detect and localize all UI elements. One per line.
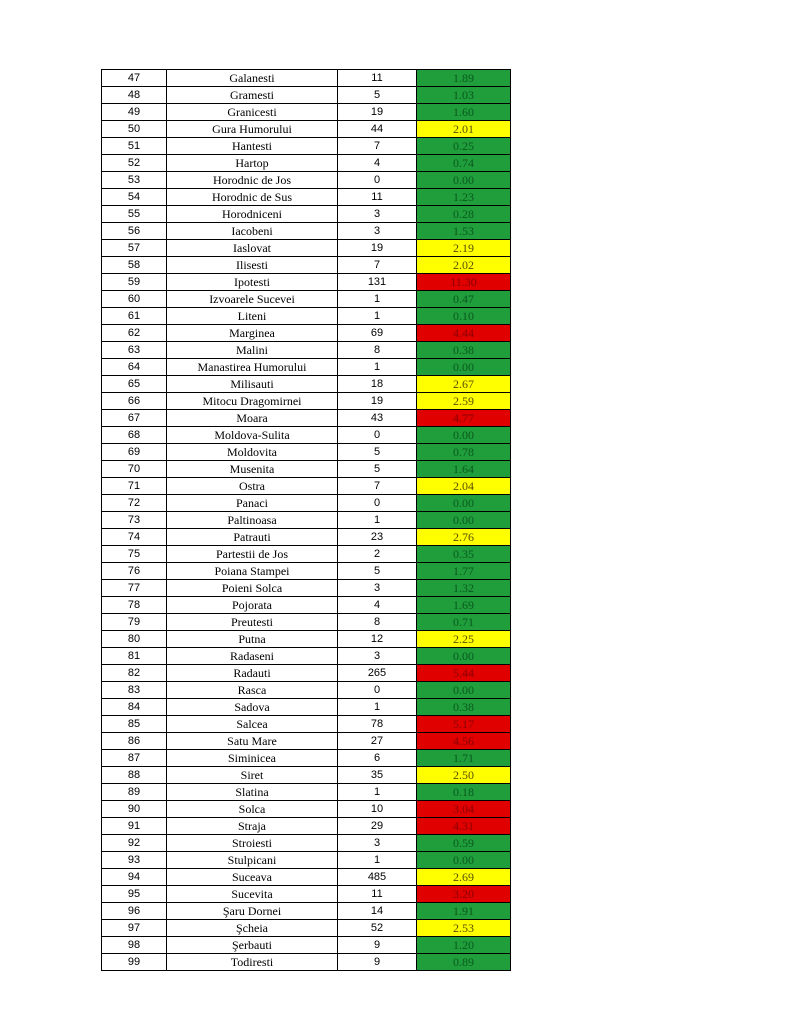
table-row [102, 87, 511, 104]
table-row [102, 291, 511, 308]
incidence-rate-cell: 0.47 [417, 291, 511, 308]
row-number-cell: 88 [102, 767, 167, 784]
case-count-cell: 7 [338, 138, 417, 155]
incidence-rate-cell: 1.71 [417, 750, 511, 767]
row-number-cell: 87 [102, 750, 167, 767]
table-row [102, 189, 511, 206]
incidence-rate-cell: 4.44 [417, 325, 511, 342]
case-count-cell: 2 [338, 546, 417, 563]
row-number-cell: 63 [102, 342, 167, 359]
row-number-cell: 96 [102, 903, 167, 920]
locality-name-cell: Gura Humorului [167, 121, 338, 138]
incidence-rate-cell: 0.00 [417, 172, 511, 189]
incidence-rate-cell: 2.67 [417, 376, 511, 393]
row-number-cell: 62 [102, 325, 167, 342]
table-row [102, 325, 511, 342]
case-count-cell: 23 [338, 529, 417, 546]
table-row [102, 920, 511, 937]
locality-name-cell: Stroiesti [167, 835, 338, 852]
incidence-rate-cell: 5.44 [417, 665, 511, 682]
locality-name-cell: Poiana Stampei [167, 563, 338, 580]
row-number-cell: 83 [102, 682, 167, 699]
incidence-rate-cell: 1.89 [417, 70, 511, 87]
case-count-cell: 5 [338, 87, 417, 104]
locality-name-cell: Solca [167, 801, 338, 818]
locality-name-cell: Patrauti [167, 529, 338, 546]
table-row [102, 70, 511, 87]
incidence-rate-cell: 0.10 [417, 308, 511, 325]
table-row [102, 512, 511, 529]
case-count-cell: 6 [338, 750, 417, 767]
locality-name-cell: Manastirea Humorului [167, 359, 338, 376]
row-number-cell: 92 [102, 835, 167, 852]
locality-name-cell: Pojorata [167, 597, 338, 614]
incidence-rate-cell: 1.23 [417, 189, 511, 206]
row-number-cell: 59 [102, 274, 167, 291]
row-number-cell: 47 [102, 70, 167, 87]
row-number-cell: 66 [102, 393, 167, 410]
table-row [102, 886, 511, 903]
table-row [102, 546, 511, 563]
locality-name-cell: Todiresti [167, 954, 338, 971]
row-number-cell: 76 [102, 563, 167, 580]
case-count-cell: 1 [338, 784, 417, 801]
case-count-cell: 18 [338, 376, 417, 393]
table-row [102, 461, 511, 478]
table-row [102, 801, 511, 818]
case-count-cell: 11 [338, 70, 417, 87]
row-number-cell: 78 [102, 597, 167, 614]
incidence-rate-cell: 0.18 [417, 784, 511, 801]
case-count-cell: 78 [338, 716, 417, 733]
locality-name-cell: Poieni Solca [167, 580, 338, 597]
case-count-cell: 11 [338, 886, 417, 903]
case-count-cell: 0 [338, 172, 417, 189]
locality-name-cell: Horodniceni [167, 206, 338, 223]
case-count-cell: 265 [338, 665, 417, 682]
locality-name-cell: Şcheia [167, 920, 338, 937]
incidence-rate-cell: 0.38 [417, 699, 511, 716]
locality-name-cell: Suceava [167, 869, 338, 886]
table-row [102, 733, 511, 750]
table-row [102, 665, 511, 682]
locality-name-cell: Moldovita [167, 444, 338, 461]
table-row [102, 529, 511, 546]
case-count-cell: 0 [338, 495, 417, 512]
incidence-rate-cell: 0.78 [417, 444, 511, 461]
locality-name-cell: Preutesti [167, 614, 338, 631]
incidence-rate-cell: 1.20 [417, 937, 511, 954]
table-row [102, 869, 511, 886]
table-row [102, 716, 511, 733]
locality-name-cell: Ostra [167, 478, 338, 495]
row-number-cell: 97 [102, 920, 167, 937]
case-count-cell: 69 [338, 325, 417, 342]
case-count-cell: 52 [338, 920, 417, 937]
case-count-cell: 10 [338, 801, 417, 818]
table-row [102, 478, 511, 495]
incidence-rate-cell: 2.59 [417, 393, 511, 410]
row-number-cell: 85 [102, 716, 167, 733]
row-number-cell: 93 [102, 852, 167, 869]
locality-name-cell: Rasca [167, 682, 338, 699]
incidence-rate-cell: 0.00 [417, 852, 511, 869]
locality-name-cell: Şaru Dornei [167, 903, 338, 920]
row-number-cell: 98 [102, 937, 167, 954]
case-count-cell: 7 [338, 478, 417, 495]
row-number-cell: 90 [102, 801, 167, 818]
incidence-rate-cell: 0.00 [417, 648, 511, 665]
table-row [102, 427, 511, 444]
locality-name-cell: Iacobeni [167, 223, 338, 240]
table-row [102, 376, 511, 393]
case-count-cell: 1 [338, 512, 417, 529]
table-row [102, 767, 511, 784]
table-row [102, 104, 511, 121]
table-row [102, 954, 511, 971]
incidence-rate-cell: 2.50 [417, 767, 511, 784]
row-number-cell: 86 [102, 733, 167, 750]
incidence-table [101, 69, 511, 971]
locality-name-cell: Musenita [167, 461, 338, 478]
locality-name-cell: Moara [167, 410, 338, 427]
incidence-rate-cell: 0.71 [417, 614, 511, 631]
incidence-rate-cell: 1.32 [417, 580, 511, 597]
row-number-cell: 81 [102, 648, 167, 665]
case-count-cell: 44 [338, 121, 417, 138]
table-row [102, 138, 511, 155]
locality-name-cell: Malini [167, 342, 338, 359]
table-row [102, 818, 511, 835]
incidence-rate-cell: 0.25 [417, 138, 511, 155]
locality-name-cell: Hartop [167, 155, 338, 172]
incidence-rate-cell: 11.30 [417, 274, 511, 291]
row-number-cell: 53 [102, 172, 167, 189]
incidence-rate-cell: 0.00 [417, 682, 511, 699]
table-row [102, 410, 511, 427]
row-number-cell: 65 [102, 376, 167, 393]
locality-name-cell: Satu Mare [167, 733, 338, 750]
table-row [102, 240, 511, 257]
row-number-cell: 74 [102, 529, 167, 546]
locality-name-cell: Gramesti [167, 87, 338, 104]
table-row [102, 699, 511, 716]
case-count-cell: 3 [338, 648, 417, 665]
table-row [102, 342, 511, 359]
locality-name-cell: Siret [167, 767, 338, 784]
table-row [102, 614, 511, 631]
case-count-cell: 27 [338, 733, 417, 750]
incidence-rate-cell: 2.02 [417, 257, 511, 274]
incidence-rate-cell: 5.17 [417, 716, 511, 733]
row-number-cell: 49 [102, 104, 167, 121]
locality-name-cell: Mitocu Dragomirnei [167, 393, 338, 410]
row-number-cell: 48 [102, 87, 167, 104]
incidence-rate-cell: 4.77 [417, 410, 511, 427]
case-count-cell: 19 [338, 240, 417, 257]
case-count-cell: 19 [338, 104, 417, 121]
incidence-rate-cell: 2.19 [417, 240, 511, 257]
table-row [102, 852, 511, 869]
row-number-cell: 55 [102, 206, 167, 223]
locality-name-cell: Straja [167, 818, 338, 835]
incidence-rate-cell: 2.25 [417, 631, 511, 648]
locality-name-cell: Panaci [167, 495, 338, 512]
table-row [102, 682, 511, 699]
row-number-cell: 52 [102, 155, 167, 172]
table-body [102, 70, 511, 971]
row-number-cell: 80 [102, 631, 167, 648]
table-row [102, 563, 511, 580]
table-row [102, 937, 511, 954]
row-number-cell: 57 [102, 240, 167, 257]
case-count-cell: 0 [338, 427, 417, 444]
locality-name-cell: Galanesti [167, 70, 338, 87]
case-count-cell: 9 [338, 937, 417, 954]
row-number-cell: 61 [102, 308, 167, 325]
case-count-cell: 1 [338, 308, 417, 325]
locality-name-cell: Granicesti [167, 104, 338, 121]
incidence-rate-cell: 0.00 [417, 427, 511, 444]
locality-name-cell: Iaslovat [167, 240, 338, 257]
row-number-cell: 79 [102, 614, 167, 631]
case-count-cell: 29 [338, 818, 417, 835]
case-count-cell: 1 [338, 291, 417, 308]
case-count-cell: 1 [338, 852, 417, 869]
locality-name-cell: Slatina [167, 784, 338, 801]
incidence-rate-cell: 1.91 [417, 903, 511, 920]
row-number-cell: 84 [102, 699, 167, 716]
incidence-rate-cell: 0.38 [417, 342, 511, 359]
incidence-rate-cell: 1.03 [417, 87, 511, 104]
table-row [102, 274, 511, 291]
row-number-cell: 94 [102, 869, 167, 886]
locality-name-cell: Horodnic de Sus [167, 189, 338, 206]
incidence-rate-cell: 0.00 [417, 512, 511, 529]
case-count-cell: 11 [338, 189, 417, 206]
row-number-cell: 91 [102, 818, 167, 835]
row-number-cell: 95 [102, 886, 167, 903]
locality-name-cell: Sadova [167, 699, 338, 716]
case-count-cell: 3 [338, 206, 417, 223]
case-count-cell: 8 [338, 342, 417, 359]
row-number-cell: 67 [102, 410, 167, 427]
case-count-cell: 14 [338, 903, 417, 920]
locality-name-cell: Horodnic de Jos [167, 172, 338, 189]
locality-name-cell: Stulpicani [167, 852, 338, 869]
incidence-rate-cell: 0.28 [417, 206, 511, 223]
incidence-rate-cell: 2.69 [417, 869, 511, 886]
incidence-rate-cell: 4.31 [417, 818, 511, 835]
row-number-cell: 75 [102, 546, 167, 563]
case-count-cell: 35 [338, 767, 417, 784]
row-number-cell: 51 [102, 138, 167, 155]
incidence-rate-cell: 1.69 [417, 597, 511, 614]
locality-name-cell: Şerbauti [167, 937, 338, 954]
row-number-cell: 99 [102, 954, 167, 971]
row-number-cell: 56 [102, 223, 167, 240]
row-number-cell: 60 [102, 291, 167, 308]
table-row [102, 308, 511, 325]
table-row [102, 580, 511, 597]
case-count-cell: 8 [338, 614, 417, 631]
incidence-rate-cell: 1.53 [417, 223, 511, 240]
table-row [102, 903, 511, 920]
locality-name-cell: Liteni [167, 308, 338, 325]
case-count-cell: 131 [338, 274, 417, 291]
case-count-cell: 0 [338, 682, 417, 699]
case-count-cell: 4 [338, 155, 417, 172]
incidence-rate-cell: 0.00 [417, 359, 511, 376]
incidence-rate-cell: 0.00 [417, 495, 511, 512]
case-count-cell: 1 [338, 699, 417, 716]
row-number-cell: 89 [102, 784, 167, 801]
row-number-cell: 64 [102, 359, 167, 376]
table-row [102, 206, 511, 223]
incidence-rate-cell: 2.01 [417, 121, 511, 138]
table-row [102, 172, 511, 189]
table-row [102, 631, 511, 648]
incidence-rate-cell: 0.35 [417, 546, 511, 563]
table-row [102, 444, 511, 461]
case-count-cell: 5 [338, 461, 417, 478]
incidence-rate-cell: 1.64 [417, 461, 511, 478]
row-number-cell: 50 [102, 121, 167, 138]
locality-name-cell: Marginea [167, 325, 338, 342]
row-number-cell: 72 [102, 495, 167, 512]
table-row [102, 223, 511, 240]
incidence-rate-cell: 0.74 [417, 155, 511, 172]
case-count-cell: 43 [338, 410, 417, 427]
locality-name-cell: Salcea [167, 716, 338, 733]
locality-name-cell: Partestii de Jos [167, 546, 338, 563]
incidence-rate-cell: 3.20 [417, 886, 511, 903]
case-count-cell: 12 [338, 631, 417, 648]
table-row [102, 750, 511, 767]
row-number-cell: 73 [102, 512, 167, 529]
row-number-cell: 70 [102, 461, 167, 478]
locality-name-cell: Ipotesti [167, 274, 338, 291]
locality-name-cell: Radaseni [167, 648, 338, 665]
case-count-cell: 7 [338, 257, 417, 274]
row-number-cell: 54 [102, 189, 167, 206]
locality-name-cell: Ilisesti [167, 257, 338, 274]
incidence-rate-cell: 1.60 [417, 104, 511, 121]
locality-name-cell: Paltinoasa [167, 512, 338, 529]
incidence-rate-cell: 4.56 [417, 733, 511, 750]
locality-name-cell: Radauti [167, 665, 338, 682]
locality-name-cell: Sucevita [167, 886, 338, 903]
incidence-rate-cell: 1.77 [417, 563, 511, 580]
row-number-cell: 58 [102, 257, 167, 274]
incidence-rate-cell: 0.59 [417, 835, 511, 852]
locality-name-cell: Milisauti [167, 376, 338, 393]
case-count-cell: 19 [338, 393, 417, 410]
locality-name-cell: Hantesti [167, 138, 338, 155]
case-count-cell: 3 [338, 223, 417, 240]
incidence-rate-cell: 3.04 [417, 801, 511, 818]
table-row [102, 597, 511, 614]
table-row [102, 121, 511, 138]
table-row [102, 359, 511, 376]
row-number-cell: 71 [102, 478, 167, 495]
incidence-rate-cell: 2.76 [417, 529, 511, 546]
case-count-cell: 3 [338, 835, 417, 852]
row-number-cell: 82 [102, 665, 167, 682]
table-row [102, 784, 511, 801]
row-number-cell: 69 [102, 444, 167, 461]
case-count-cell: 4 [338, 597, 417, 614]
case-count-cell: 1 [338, 359, 417, 376]
case-count-cell: 9 [338, 954, 417, 971]
incidence-rate-cell: 0.89 [417, 954, 511, 971]
incidence-rate-cell: 2.53 [417, 920, 511, 937]
locality-name-cell: Putna [167, 631, 338, 648]
case-count-cell: 3 [338, 580, 417, 597]
locality-name-cell: Izvoarele Sucevei [167, 291, 338, 308]
row-number-cell: 68 [102, 427, 167, 444]
case-count-cell: 485 [338, 869, 417, 886]
incidence-rate-cell: 2.04 [417, 478, 511, 495]
table-row [102, 648, 511, 665]
case-count-cell: 5 [338, 563, 417, 580]
case-count-cell: 5 [338, 444, 417, 461]
table-row [102, 495, 511, 512]
locality-name-cell: Moldova-Sulita [167, 427, 338, 444]
locality-name-cell: Siminicea [167, 750, 338, 767]
table-row [102, 835, 511, 852]
table-row [102, 155, 511, 172]
row-number-cell: 77 [102, 580, 167, 597]
table-row [102, 257, 511, 274]
table-row [102, 393, 511, 410]
